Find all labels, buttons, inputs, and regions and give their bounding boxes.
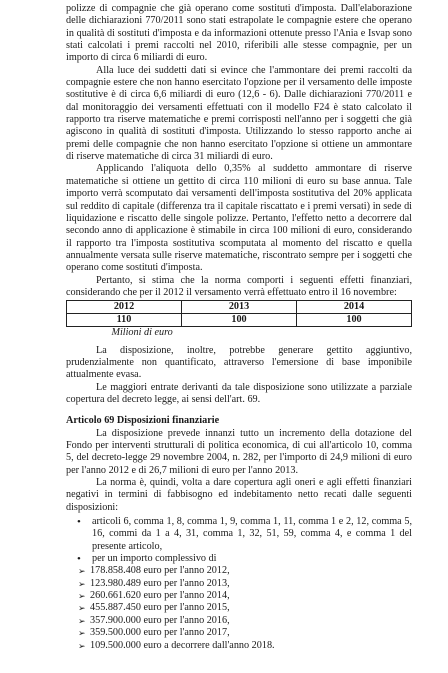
table-row-years [67,301,412,314]
bullet-list [66,516,412,565]
list-item: ➢ 123.980.489 euro per l'anno 2013, [66,578,412,590]
list-item: ➢ 260.661.620 euro per l'anno 2014, [66,590,412,602]
effects-table [66,300,412,327]
list-item: • articoli 6, comma 1, 8, comma 1, 9, comma 1, 11, comma 1 e 2, 12, comma 5, 16, commi da 1 a 4, 31, comma 1, 32, 51, 59, comma 4, e comma 1 del presente articolo, [66,516,412,553]
table-cell-value: 110 [67,314,182,327]
list-item: ➢ 109.500.000 euro a decorrere dall'anno 2018. [66,640,412,652]
table-row-values [67,314,412,327]
table-cell-value: 100 [297,314,412,327]
paragraph-ammontare-premi: Alla luce dei suddetti dati si evince che l'ammontare dei premi raccolti da compagnie estere che non hanno esercitato l'opzione per il versamento delle imposte sostitutive è di circa 6,6 miliardi di euro (12,6 - 6). Dalle dichiarazioni 770/2011 e dal monitoraggio dei versamenti effettuati con il modello F24 è stato calcolato il rapporto tra riserve matematiche e premi corrisposti nell'anno per i soggetti che già agiscono in qualità di sostituti d'imposta. Utilizzando lo stesso rapporto anche ai premi delle compagnie che non hanno esercitato l'opzione si ottiene un ammontare di riserve matematiche di circa 31 miliardi di euro. [66,64,412,163]
paragraph-norma-copertura: La norma è, quindi, volta a dare copertura agli oneri e agli effetti finanziari negativi in termini di fabbisogno ed indebitamento netto recati dalle seguenti disposizioni: [66,477,412,513]
paragraph-copertura: Le maggiori entrate derivanti da tale disposizione sono utilizzate a parziale copertura del decreto legge, ai sensi dell'art. 69. [66,381,412,405]
table-unit-caption: Milioni di euro [111,327,173,339]
table-cell-year: 2012 [67,301,182,314]
table-cell-year: 2014 [297,301,412,314]
list-item: ➢ 178.858.408 euro per l'anno 2012, [66,565,412,577]
paragraph-compagnie-estere: polizze di compagnie che già operano come sostituti d'imposta. Dall'elaborazione delle dichiarazioni 770/2011 sono stati estrapolate le compagnie estere che operano in qualità di sostituti d'imposta e da informazioni ottenute presso l'Ania e Isvap sono stati calcolati i premi raccolti nel 2010, riferibili alle stesse compagnie, per un importo di circa 6 miliardi di euro. [66,3,412,64]
list-item: • per un importo complessivo di [66,553,412,565]
list-item: ➢ 357.900.000 euro per l'anno 2016, [66,615,412,627]
list-item: ➢ 455.887.450 euro per l'anno 2015, [66,602,412,614]
article-heading: Articolo 69 Disposizioni finanziarie [66,415,220,427]
amounts-list [66,565,412,651]
paragraph-effetti-finanziari: Pertanto, si stima che la norma comporti i seguenti effetti finanziari, considerando che per il 2012 il versamento verrà effettuato entro il 16 novembre: [66,274,412,298]
paragraph-gettito-aggiuntivo: La disposizione, inoltre, potrebbe generare gettito aggiuntivo, prudenzialmente non quantificato, attraverso l'emersione di base imponibile attualmente evasa. [66,344,412,381]
paragraph-aliquota: Applicando l'aliquota dello 0,35% al suddetto ammontare di riserve matematiche si ottiene un gettito di circa 110 milioni di euro su base annua. Tale importo verrà scomputato dai versamenti dell'imposta sostitutiva del 20% applicata sul reddito di capitale (differenza tra il capitale riscattato e i premi versati) in sede di liquidazione e riscatto delle singole polizze. Pertanto, l'effetto netto a decorrere dal secondo anno di applicazione è stimabile in circa 100 milioni di euro, considerando il rapporto tra l'imposta sostitutiva scomputata al momento del riscatto e quella annualmente versata sulle riserve matematiche, riscontrato sempre per i soggetti che operano come sostituti d'imposta. [66,163,412,274]
table-cell-year: 2013 [182,301,297,314]
list-item: ➢ 359.500.000 euro per l'anno 2017, [66,627,412,639]
table-cell-value: 100 [182,314,297,327]
paragraph-fondo-interventi: La disposizione prevede innanzi tutto un incremento della dotazione del Fondo per interventi strutturali di politica economica, di cui all'articolo 10, comma 5, del decreto-legge 29 novembre 2004, n. 282, per l'importo di 24,9 milioni di euro per l'anno 2012 e di 26,7 milioni di euro per l'anno 2013. [66,427,412,476]
